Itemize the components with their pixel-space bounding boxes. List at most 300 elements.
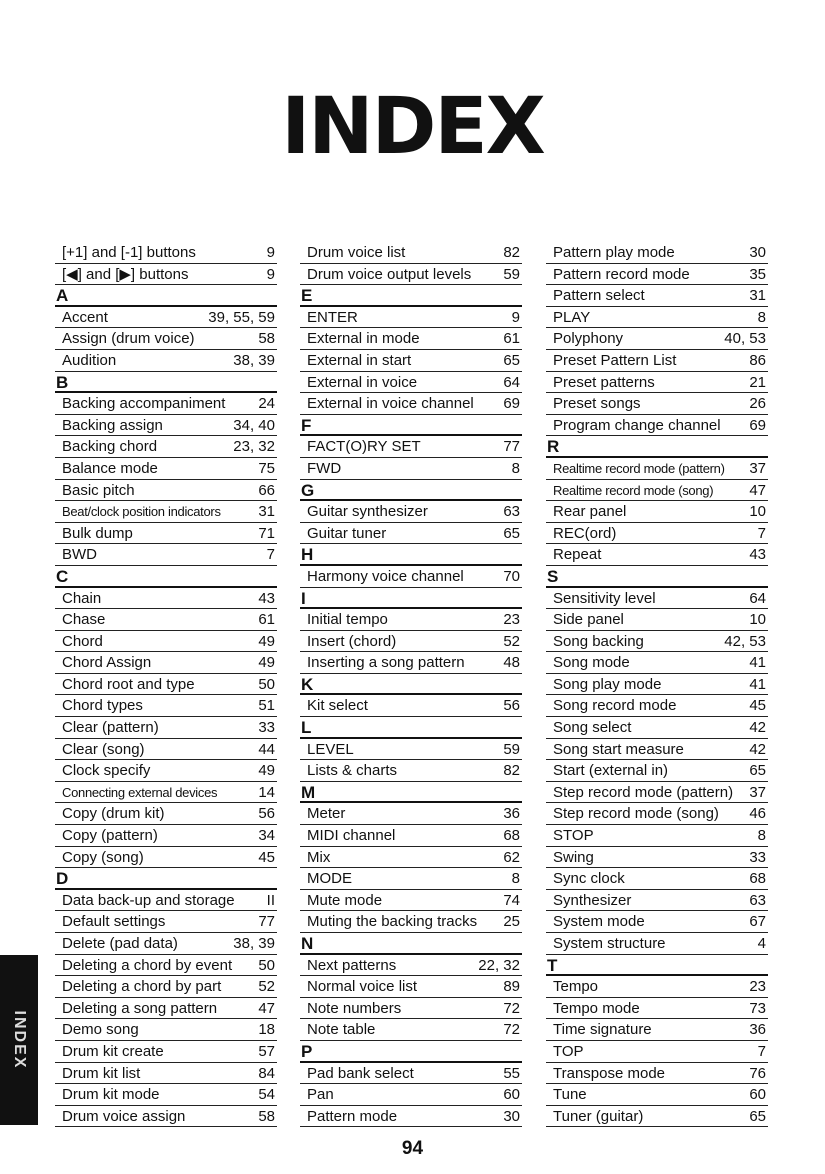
index-term: Chord types bbox=[62, 697, 143, 715]
index-entry bbox=[300, 911, 522, 933]
index-entry bbox=[55, 242, 277, 264]
letter-header bbox=[55, 868, 277, 890]
index-entry bbox=[546, 609, 768, 631]
index-pages: 39, 55, 59 bbox=[208, 308, 275, 326]
letter-header bbox=[546, 566, 768, 588]
index-entry bbox=[300, 372, 522, 394]
index-term: Rear panel bbox=[553, 503, 627, 521]
index-term: Pattern select bbox=[553, 287, 645, 305]
index-entry bbox=[546, 695, 768, 717]
index-entry bbox=[546, 1019, 768, 1041]
index-term: Deleting a chord by part bbox=[62, 978, 222, 996]
index-term: Transpose mode bbox=[553, 1064, 666, 1082]
index-pages: 59 bbox=[503, 265, 520, 283]
index-entry bbox=[546, 544, 768, 566]
index-entry bbox=[55, 480, 277, 502]
index-pages: 4 bbox=[757, 935, 766, 952]
index-term: Guitar synthesizer bbox=[307, 503, 428, 521]
index-term: Preset Pattern List bbox=[553, 351, 677, 369]
index-entry bbox=[546, 998, 768, 1020]
index-pages: 63 bbox=[749, 891, 766, 909]
index-entry bbox=[300, 1063, 522, 1085]
letter-header bbox=[55, 285, 277, 307]
index-pages: 62 bbox=[503, 848, 520, 866]
index-term: Assign (drum voice) bbox=[62, 330, 195, 348]
index-entry bbox=[546, 307, 768, 329]
index-term: Chord bbox=[62, 632, 103, 650]
index-term: Basic pitch bbox=[62, 481, 135, 499]
index-pages: 21 bbox=[749, 373, 766, 391]
index-entry bbox=[55, 307, 277, 329]
index-pages: 69 bbox=[503, 395, 520, 413]
index-term: Deleting a song pattern bbox=[62, 999, 218, 1017]
index-term: Chord root and type bbox=[62, 675, 195, 693]
index-term: Preset patterns bbox=[553, 373, 655, 391]
index-entry bbox=[55, 976, 277, 998]
index-pages: 45 bbox=[258, 848, 275, 866]
index-pages: 10 bbox=[749, 503, 766, 521]
index-pages: 25 bbox=[503, 913, 520, 931]
index-pages: 23 bbox=[503, 611, 520, 629]
index-entry bbox=[55, 760, 277, 782]
index-pages: 72 bbox=[503, 1021, 520, 1039]
index-entry bbox=[55, 998, 277, 1020]
index-pages: 38, 39 bbox=[233, 935, 275, 952]
letter-header-label: P bbox=[301, 1041, 313, 1061]
index-entry bbox=[55, 933, 277, 955]
index-entry bbox=[546, 933, 768, 955]
index-entry bbox=[55, 1019, 277, 1041]
index-term: Harmony voice channel bbox=[307, 567, 464, 585]
index-pages: 70 bbox=[503, 567, 520, 585]
index-pages: 64 bbox=[503, 373, 520, 391]
index-pages: 30 bbox=[749, 244, 766, 261]
index-pages: 65 bbox=[749, 1107, 766, 1125]
index-entry bbox=[55, 1084, 277, 1106]
index-entry bbox=[55, 674, 277, 696]
index-term: Bulk dump bbox=[62, 524, 133, 542]
index-term: Start (external in) bbox=[553, 762, 669, 780]
index-entry bbox=[546, 890, 768, 912]
index-term: Delete (pad data) bbox=[62, 935, 178, 952]
letter-header-label: L bbox=[301, 718, 312, 738]
index-pages: 58 bbox=[258, 1107, 275, 1125]
index-term: Deleting a chord by event bbox=[62, 956, 233, 974]
index-pages: 57 bbox=[258, 1042, 275, 1060]
index-entry bbox=[546, 350, 768, 372]
index-term: Chain bbox=[62, 589, 102, 607]
index-pages: 65 bbox=[503, 524, 520, 542]
index-pages: 7 bbox=[757, 524, 766, 542]
index-term: System structure bbox=[553, 935, 666, 952]
index-entry bbox=[546, 328, 768, 350]
index-term: Next patterns bbox=[307, 956, 397, 974]
index-entry bbox=[546, 393, 768, 415]
index-term: External in start bbox=[307, 351, 412, 369]
index-pages: 14 bbox=[258, 783, 275, 801]
index-term: Clear (pattern) bbox=[62, 719, 159, 737]
letter-header-label: C bbox=[56, 566, 69, 586]
index-pages: 65 bbox=[503, 351, 520, 369]
index-term: Drum voice output levels bbox=[307, 265, 472, 283]
index-term: Connecting external devices bbox=[62, 784, 218, 800]
index-entry bbox=[300, 890, 522, 912]
index-pages: 22, 32 bbox=[478, 956, 520, 974]
letter-header bbox=[55, 372, 277, 394]
index-term: Backing assign bbox=[62, 416, 163, 434]
index-term: Copy (drum kit) bbox=[62, 805, 165, 823]
index-term: Tempo bbox=[553, 978, 599, 996]
index-term: Chord Assign bbox=[62, 654, 152, 672]
index-term: Preset songs bbox=[553, 395, 641, 413]
index-term: Muting the backing tracks bbox=[307, 913, 478, 931]
index-entry bbox=[300, 501, 522, 523]
letter-header-label: R bbox=[547, 437, 560, 457]
index-term: Pattern record mode bbox=[553, 265, 690, 283]
index-entry bbox=[546, 717, 768, 739]
index-pages: 72 bbox=[503, 999, 520, 1017]
index-entry bbox=[546, 415, 768, 437]
index-pages: 89 bbox=[503, 978, 520, 996]
index-pages: 9 bbox=[266, 265, 275, 283]
index-entry bbox=[546, 372, 768, 394]
index-entry bbox=[300, 868, 522, 890]
index-term: Drum kit create bbox=[62, 1042, 164, 1060]
index-term: Sync clock bbox=[553, 870, 625, 888]
index-pages: 30 bbox=[503, 1107, 520, 1125]
index-entry bbox=[300, 393, 522, 415]
index-term: Beat/clock position indicators bbox=[62, 504, 221, 520]
index-term: Insert (chord) bbox=[307, 632, 397, 650]
index-entry bbox=[55, 695, 277, 717]
index-term: Audition bbox=[62, 351, 117, 369]
letter-header-label: A bbox=[56, 286, 69, 306]
index-entry bbox=[546, 868, 768, 890]
index-entry bbox=[300, 1019, 522, 1041]
index-term: Realtime record mode (pattern) bbox=[553, 460, 725, 476]
letter-header bbox=[300, 674, 522, 696]
index-entry bbox=[300, 566, 522, 588]
index-pages: 49 bbox=[258, 762, 275, 780]
index-term: Pad bank select bbox=[307, 1064, 414, 1082]
index-pages: 59 bbox=[503, 740, 520, 758]
index-entry bbox=[300, 760, 522, 782]
index-pages: 42 bbox=[749, 719, 766, 737]
index-term: Note numbers bbox=[307, 999, 402, 1017]
index-entry bbox=[300, 609, 522, 631]
index-entry bbox=[546, 631, 768, 653]
index-term: MODE bbox=[307, 870, 352, 888]
index-pages: 55 bbox=[503, 1064, 520, 1082]
index-pages: 49 bbox=[258, 654, 275, 672]
index-pages: 74 bbox=[503, 891, 520, 909]
index-pages: 61 bbox=[503, 330, 520, 348]
index-term: Inserting a song pattern bbox=[307, 654, 465, 672]
index-pages: 64 bbox=[749, 589, 766, 607]
index-entry bbox=[55, 955, 277, 977]
index-pages: 68 bbox=[749, 870, 766, 888]
index-term: LEVEL bbox=[307, 740, 354, 758]
index-term: External in voice channel bbox=[307, 395, 474, 413]
index-entry bbox=[546, 674, 768, 696]
index-term: Data back-up and storage bbox=[62, 891, 235, 909]
index-entry bbox=[55, 1106, 277, 1128]
index-pages: 43 bbox=[258, 589, 275, 607]
index-pages: 52 bbox=[503, 632, 520, 650]
index-entry bbox=[300, 242, 522, 264]
index-term: Side panel bbox=[553, 611, 624, 629]
index-pages: 24 bbox=[258, 395, 275, 413]
index-entry bbox=[546, 760, 768, 782]
index-entry bbox=[300, 1084, 522, 1106]
index-term: Drum voice list bbox=[307, 244, 406, 261]
index-pages: 68 bbox=[503, 827, 520, 845]
letter-header-label: F bbox=[301, 415, 312, 435]
index-pages: 34, 40 bbox=[233, 416, 275, 434]
index-pages: 50 bbox=[258, 675, 275, 693]
page-number: 94 bbox=[401, 1138, 424, 1159]
index-term: REC(ord) bbox=[553, 524, 617, 542]
letter-header-label: K bbox=[301, 674, 314, 694]
index-pages: 54 bbox=[258, 1086, 275, 1104]
index-pages: 42 bbox=[749, 740, 766, 758]
index-entry bbox=[55, 739, 277, 761]
index-term: Copy (pattern) bbox=[62, 827, 158, 845]
index-term: Guitar tuner bbox=[307, 524, 387, 542]
index-pages: 7 bbox=[757, 1042, 766, 1060]
index-entry bbox=[300, 1106, 522, 1128]
letter-header-label: M bbox=[301, 782, 316, 802]
index-term: Normal voice list bbox=[307, 978, 418, 996]
index-term: Swing bbox=[553, 848, 594, 866]
index-pages: 67 bbox=[749, 913, 766, 931]
index-pages: 33 bbox=[258, 719, 275, 737]
index-pages: 8 bbox=[511, 459, 520, 477]
index-pages: 77 bbox=[503, 438, 520, 456]
letter-header bbox=[546, 955, 768, 977]
index-entry bbox=[546, 285, 768, 307]
index-term: ENTER bbox=[307, 308, 358, 326]
index-entry bbox=[300, 264, 522, 286]
index-pages: 23, 32 bbox=[233, 438, 275, 456]
index-term: Repeat bbox=[553, 546, 602, 564]
index-term: System mode bbox=[553, 913, 645, 931]
index-pages: 9 bbox=[511, 308, 520, 326]
index-entry bbox=[55, 631, 277, 653]
index-term: Synthesizer bbox=[553, 891, 632, 909]
index-term: Pattern mode bbox=[307, 1107, 398, 1125]
index-entry bbox=[300, 825, 522, 847]
index-term: Backing accompaniment bbox=[62, 395, 226, 413]
index-term: Time signature bbox=[553, 1021, 652, 1039]
index-pages: 51 bbox=[258, 697, 275, 715]
index-column-3 bbox=[546, 242, 768, 1127]
index-pages: 23 bbox=[749, 978, 766, 996]
index-pages: 48 bbox=[503, 654, 520, 672]
index-pages: 34 bbox=[258, 827, 275, 845]
index-entry bbox=[546, 782, 768, 804]
index-pages: 36 bbox=[749, 1021, 766, 1039]
index-term: Initial tempo bbox=[307, 611, 388, 629]
index-entry bbox=[55, 264, 277, 286]
letter-header bbox=[300, 933, 522, 955]
letter-header-label: I bbox=[301, 588, 306, 608]
index-term: PLAY bbox=[553, 308, 591, 326]
index-term: Demo song bbox=[62, 1021, 139, 1039]
side-tab-label: INDEX bbox=[11, 1010, 28, 1070]
index-term: Chase bbox=[62, 611, 106, 629]
index-pages: 60 bbox=[503, 1086, 520, 1104]
index-pages: 18 bbox=[258, 1021, 275, 1039]
index-term: Realtime record mode (song) bbox=[553, 482, 714, 498]
index-term: Copy (song) bbox=[62, 848, 144, 866]
index-entry bbox=[546, 242, 768, 264]
index-pages: II bbox=[266, 891, 275, 909]
index-entry bbox=[546, 480, 768, 502]
index-entry bbox=[55, 544, 277, 566]
index-pages: 43 bbox=[749, 546, 766, 564]
index-term: Tuner (guitar) bbox=[553, 1107, 644, 1125]
index-term: Step record mode (song) bbox=[553, 805, 719, 823]
index-term: Drum kit list bbox=[62, 1064, 141, 1082]
index-entry bbox=[55, 523, 277, 545]
index-entry bbox=[300, 436, 522, 458]
index-term: Backing chord bbox=[62, 438, 158, 456]
index-pages: 37 bbox=[749, 783, 766, 801]
index-pages: 76 bbox=[749, 1064, 766, 1082]
index-pages: 84 bbox=[258, 1064, 275, 1082]
letter-header bbox=[300, 415, 522, 437]
index-term: BWD bbox=[62, 546, 97, 564]
index-entry bbox=[55, 847, 277, 869]
index-term: Accent bbox=[62, 308, 108, 326]
letter-header bbox=[300, 588, 522, 610]
index-pages: 10 bbox=[749, 611, 766, 629]
index-pages: 7 bbox=[266, 546, 275, 564]
index-entry bbox=[55, 350, 277, 372]
index-entry bbox=[300, 695, 522, 717]
index-term: Song select bbox=[553, 719, 632, 737]
index-term: [◀] and [▶] buttons bbox=[62, 265, 189, 283]
index-entry bbox=[546, 911, 768, 933]
index-pages: 9 bbox=[266, 244, 275, 261]
index-term: Tune bbox=[553, 1086, 587, 1104]
index-entry bbox=[55, 458, 277, 480]
index-entry bbox=[55, 890, 277, 912]
index-term: External in voice bbox=[307, 373, 418, 391]
page-title: INDEX bbox=[281, 82, 544, 172]
index-entry bbox=[546, 976, 768, 998]
index-pages: 26 bbox=[749, 395, 766, 413]
index-entry bbox=[300, 998, 522, 1020]
index-entry bbox=[55, 803, 277, 825]
index-term: STOP bbox=[553, 827, 594, 845]
index-pages: 38, 39 bbox=[233, 351, 275, 369]
index-pages: 56 bbox=[258, 805, 275, 823]
index-pages: 33 bbox=[749, 848, 766, 866]
index-pages: 45 bbox=[749, 697, 766, 715]
index-pages: 41 bbox=[749, 654, 766, 672]
index-pages: 42, 53 bbox=[724, 632, 766, 650]
index-pages: 86 bbox=[749, 351, 766, 369]
index-term: Pan bbox=[307, 1086, 334, 1104]
index-pages: 82 bbox=[503, 244, 520, 261]
index-term: Song play mode bbox=[553, 675, 662, 693]
letter-header-label: B bbox=[56, 372, 69, 392]
index-entry bbox=[55, 825, 277, 847]
index-pages: 44 bbox=[258, 740, 275, 758]
index-pages: 69 bbox=[749, 416, 766, 434]
index-entry bbox=[55, 609, 277, 631]
index-pages: 65 bbox=[749, 762, 766, 780]
index-pages: 40, 53 bbox=[724, 330, 766, 348]
index-entry bbox=[546, 264, 768, 286]
index-entry bbox=[300, 652, 522, 674]
index-pages: 35 bbox=[749, 265, 766, 283]
index-column-2 bbox=[300, 242, 522, 1127]
index-entry bbox=[300, 976, 522, 998]
index-term: FACT(O)RY SET bbox=[307, 438, 421, 456]
index-pages: 58 bbox=[258, 330, 275, 348]
index-column-1 bbox=[55, 242, 277, 1127]
letter-header-label: N bbox=[301, 934, 314, 953]
index-pages: 46 bbox=[749, 805, 766, 823]
index-entry bbox=[55, 393, 277, 415]
index-pages: 73 bbox=[749, 999, 766, 1017]
index-term: Balance mode bbox=[62, 459, 158, 477]
index-term: Song record mode bbox=[553, 697, 677, 715]
letter-header-label: S bbox=[547, 566, 559, 586]
index-pages: 31 bbox=[258, 503, 275, 521]
index-pages: 56 bbox=[503, 697, 520, 715]
index-entry bbox=[546, 739, 768, 761]
index-term: Mix bbox=[307, 848, 331, 866]
index-entry bbox=[55, 415, 277, 437]
index-pages: 50 bbox=[258, 956, 275, 974]
index-term: MIDI channel bbox=[307, 827, 396, 845]
index-entry bbox=[300, 350, 522, 372]
index-term: Kit select bbox=[307, 697, 368, 715]
index-term: Clock specify bbox=[62, 762, 151, 780]
index-term: Meter bbox=[307, 805, 346, 823]
index-entry bbox=[546, 825, 768, 847]
index-entry bbox=[55, 328, 277, 350]
index-term: Drum voice assign bbox=[62, 1107, 186, 1125]
index-term: TOP bbox=[553, 1042, 584, 1060]
index-pages: 37 bbox=[749, 459, 766, 477]
letter-header-label: D bbox=[56, 869, 69, 889]
index-entry bbox=[300, 307, 522, 329]
index-pages: 41 bbox=[749, 675, 766, 693]
index-term: Song mode bbox=[553, 654, 630, 672]
index-entry bbox=[300, 847, 522, 869]
index-term: Note table bbox=[307, 1021, 376, 1039]
index-entry bbox=[300, 955, 522, 977]
index-entry bbox=[300, 739, 522, 761]
index-entry bbox=[546, 1106, 768, 1128]
index-pages: 47 bbox=[258, 999, 275, 1017]
index-entry bbox=[55, 1063, 277, 1085]
index-entry bbox=[300, 631, 522, 653]
index-entry bbox=[546, 501, 768, 523]
index-pages: 60 bbox=[749, 1086, 766, 1104]
index-pages: 63 bbox=[503, 503, 520, 521]
index-term: External in mode bbox=[307, 330, 420, 348]
letter-header bbox=[300, 285, 522, 307]
index-pages: 31 bbox=[749, 287, 766, 305]
letter-header bbox=[55, 566, 277, 588]
index-pages: 8 bbox=[757, 827, 766, 845]
